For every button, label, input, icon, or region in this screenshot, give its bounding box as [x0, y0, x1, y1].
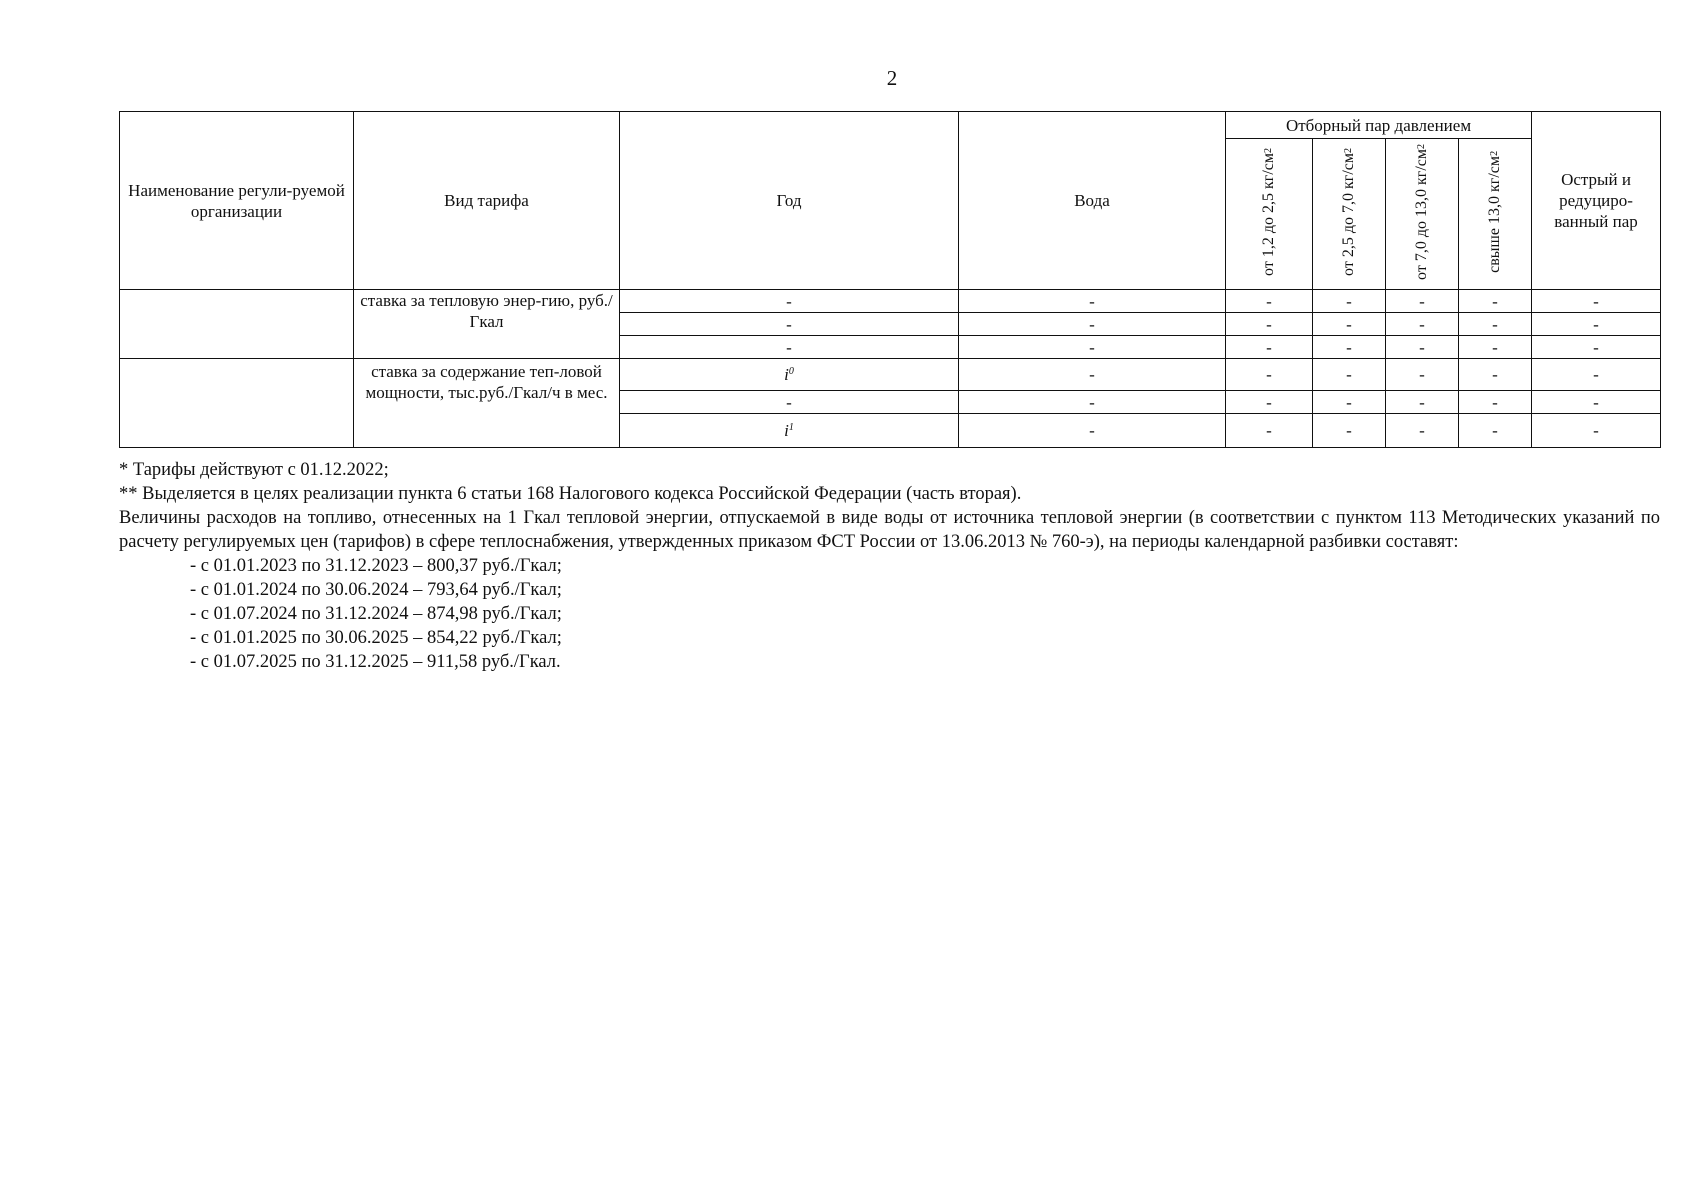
table-row: - - - - - - - [120, 391, 1661, 414]
energy-rate-label: ставка за тепловую энер-гию, руб./Гкал [354, 290, 620, 359]
footnote-1: * Тарифы действуют с 01.12.2022; [119, 460, 389, 480]
table-row: ставка за содержание теп-ловой мощности, тыс.руб./Гкал/ч в мес. $i^0$ - - - - - - [120, 359, 1661, 391]
tariff-table [119, 111, 1661, 448]
table-row: - - - - - - - [120, 313, 1661, 336]
period-item: - с 01.01.2023 по 31.12.2023 – 800,37 руб./Гкал; [190, 556, 562, 576]
org-cell [120, 359, 354, 448]
header-year: Год [620, 112, 959, 290]
table-row: ставка за тепловую энер-гию, руб./Гкал - - - - - - - [120, 290, 1661, 313]
table-row: $i^1$ - - - - - - [120, 414, 1661, 448]
table-row: - - - - - - - [120, 336, 1661, 359]
org-cell [120, 290, 354, 359]
header-steam-4: свыше 13,0 кг/см2 [1459, 139, 1532, 290]
period-item: - с 01.07.2024 по 31.12.2024 – 874,98 руб./Гкал; [190, 604, 562, 624]
header-row-1 [120, 112, 1661, 139]
footnote-rule [189, 447, 498, 458]
page-number: 2 [886, 66, 898, 90]
period-item: - с 01.07.2025 по 31.12.2025 – 911,58 руб./Гкал. [190, 652, 561, 672]
header-live-steam: Острый и редуциро-ванный пар [1532, 112, 1661, 290]
header-water: Вода [959, 112, 1226, 290]
header-steam-3: от 7,0 до 13,0 кг/см2 [1386, 139, 1459, 290]
footnote-2: ** Выделяется в целях реализации пункта 6 статьи 168 Налогового кодекса Российской Федерации (часть вторая). [119, 484, 1022, 504]
header-org: Наименование регули-руемой организации [120, 112, 354, 290]
capacity-rate-label: ставка за содержание теп-ловой мощности, тыс.руб./Гкал/ч в мес. [354, 359, 620, 448]
period-item: - с 01.01.2024 по 30.06.2024 – 793,64 руб./Гкал; [190, 580, 562, 600]
header-steam-group: Отборный пар давлением [1226, 112, 1532, 139]
year-i0: $i^0$ [620, 359, 959, 391]
year-i1: $i^1$ [620, 414, 959, 448]
header-steam-2: от 2,5 до 7,0 кг/см2 [1313, 139, 1386, 290]
period-item: - с 01.01.2025 по 30.06.2025 – 854,22 руб./Гкал; [190, 628, 562, 648]
header-tariff-type: Вид тарифа [354, 112, 620, 290]
header-steam-1: от 1,2 до 2,5 кг/см2 [1226, 139, 1313, 290]
fuel-cost-paragraph: Величины расходов на топливо, отнесенных на 1 Гкал тепловой энергии, отпускаемой в виде воды от источника тепловой энергии (в соответствии с пунктом 113 Методических указаний по расчету регулируемых цен (тарифов) в сфере теплоснабжения, утвержденных приказом ФСТ России от 13.06.2013 № 760-э), на периоды календарной разбивки составят: [119, 508, 1660, 552]
footnotes [119, 447, 1660, 674]
